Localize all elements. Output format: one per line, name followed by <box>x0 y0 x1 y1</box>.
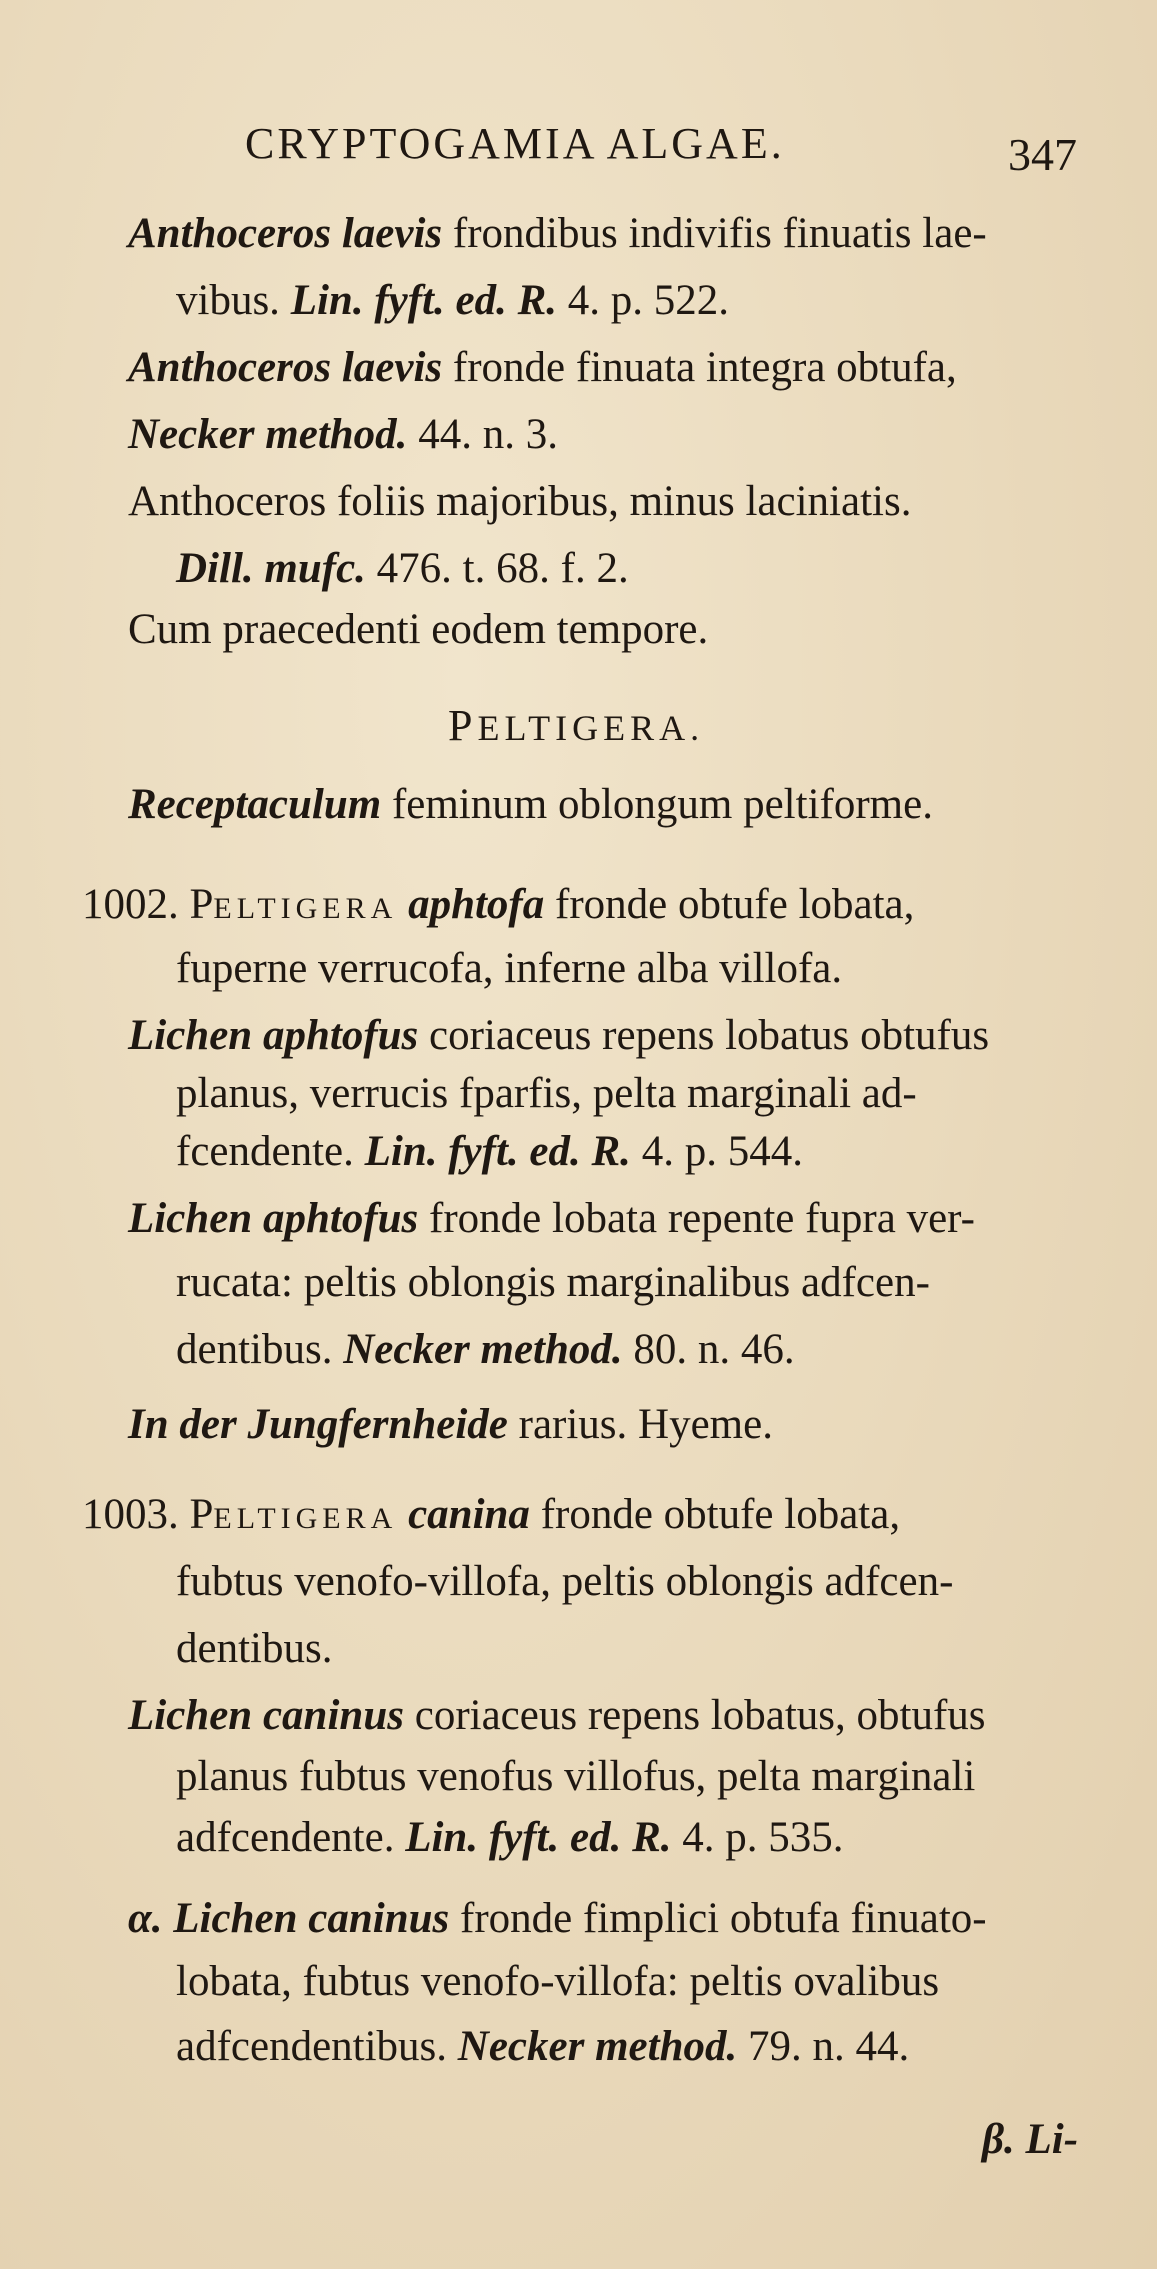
taxon-name: Lichen aphtofus <box>128 1195 419 1242</box>
citation-source: Necker method. <box>128 411 408 458</box>
species-number: 1003. <box>82 1491 190 1538</box>
text-line: fcendente. Lin. fyft. ed. R. 4. p. 544. <box>176 1128 803 1175</box>
citation-locator: 79. n. 44. <box>737 2023 910 2070</box>
text-line: dentibus. Necker method. 80. n. 46. <box>176 1326 795 1373</box>
species-epithet: canina <box>397 1491 530 1538</box>
locality: In der Jungfernheide <box>128 1401 508 1448</box>
variety-name: α. Lichen caninus <box>128 1895 450 1942</box>
text-line <box>128 212 987 255</box>
description-text: rarius. Hyeme. <box>507 1401 773 1448</box>
genus-character <box>128 783 933 826</box>
description-text: coriaceus repens lobatus obtufus <box>418 1012 990 1059</box>
text-line <box>128 1897 987 1940</box>
text-line: adfcendentibus. Necker method. 79. n. 44. <box>176 2023 910 2070</box>
description-text: Anthoceros foliis majoribus, minus laciniatis. <box>128 478 912 525</box>
text-line <box>128 1197 975 1240</box>
text-line <box>128 1694 986 1737</box>
citation-source: Necker method. <box>343 1326 623 1373</box>
citation-source: Lin. fyft. ed. R. <box>405 1814 672 1861</box>
description-text: frondibus indivifis finuatis lae- <box>442 210 987 257</box>
description-text: coriaceus repens lobatus, obtufus <box>403 1692 986 1739</box>
citation-locator: 476. t. 68. f. 2. <box>365 545 629 592</box>
term: Receptaculum <box>128 781 382 828</box>
citation-source: Lin. fyft. ed. R. <box>364 1128 631 1175</box>
section-heading: PELTIGERA. <box>448 701 705 750</box>
text-line: fuperne verrucofa, inferne alba villofa. <box>176 945 843 992</box>
text-line: adfcendente. Lin. fyft. ed. R. 4. p. 535. <box>176 1814 844 1861</box>
species-heading: 1003. PELTIGERA canina fronde obtufe lobata, <box>82 1491 901 1538</box>
text-line: lobata, fubtus venofo-villofa: peltis ovalibus <box>176 1958 940 2005</box>
text-line <box>128 608 708 651</box>
description-text: fronde lobata repente fupra ver- <box>418 1195 975 1242</box>
page-number: 347 <box>1008 129 1077 180</box>
text-line: planus, verrucis fparfis, pelta marginali ad- <box>176 1070 917 1117</box>
citation-locator: 4. p. 535. <box>671 1814 844 1861</box>
taxon-name: Anthoceros laevis <box>128 210 443 257</box>
text-line <box>176 279 729 322</box>
text-line <box>128 1014 989 1057</box>
text-line <box>128 480 911 523</box>
text-line: planus fubtus venofus villofus, pelta marginali <box>176 1753 976 1800</box>
description-text: fronde obtufe lobata, <box>544 881 915 928</box>
text-line <box>128 346 957 389</box>
taxon-name: Anthoceros laevis <box>128 344 443 391</box>
citation-source: Necker method. <box>457 2023 738 2070</box>
text-line: rucata: peltis oblongis marginalibus adfcen- <box>176 1259 930 1306</box>
description-text: feminum oblongum peltiforme. <box>381 781 933 828</box>
taxon-name: Lichen aphtofus <box>128 1012 419 1059</box>
description-text: Cum praecedenti eodem tempore. <box>128 606 709 653</box>
description-text: fronde fimplici obtufa finuato- <box>449 1895 987 1942</box>
description-text: fronde obtufe lobata, <box>529 1491 901 1538</box>
description-text: vibus. <box>176 277 291 324</box>
text-line: dentibus. <box>176 1625 333 1672</box>
species-epithet: aphtofa <box>397 881 545 928</box>
species-number: 1002. <box>82 881 190 928</box>
citation-locator: 4. p. 522. <box>557 277 730 324</box>
text-line <box>176 547 629 590</box>
text-line <box>128 1403 773 1446</box>
text-line <box>128 413 558 456</box>
citation-source: Lin. fyft. ed. R. <box>290 277 558 324</box>
citation-locator: 4. p. 544. <box>630 1128 803 1175</box>
citation-source: Dill. mufc. <box>176 545 366 592</box>
species-heading: 1002. PELTIGERA aphtofa fronde obtufe lobata, <box>82 881 915 928</box>
citation-locator: 44. n. 3. <box>407 411 558 458</box>
catchword: β. Li- <box>982 2116 1079 2163</box>
running-title: CRYPTOGAMIA ALGAE. <box>245 119 785 168</box>
text-line: fubtus venofo-villofa, peltis oblongis adfcen- <box>176 1558 954 1605</box>
citation-locator: 80. n. 46. <box>622 1326 795 1373</box>
taxon-name: Lichen caninus <box>128 1692 404 1739</box>
description-text: fronde finuata integra obtufa, <box>442 344 957 391</box>
